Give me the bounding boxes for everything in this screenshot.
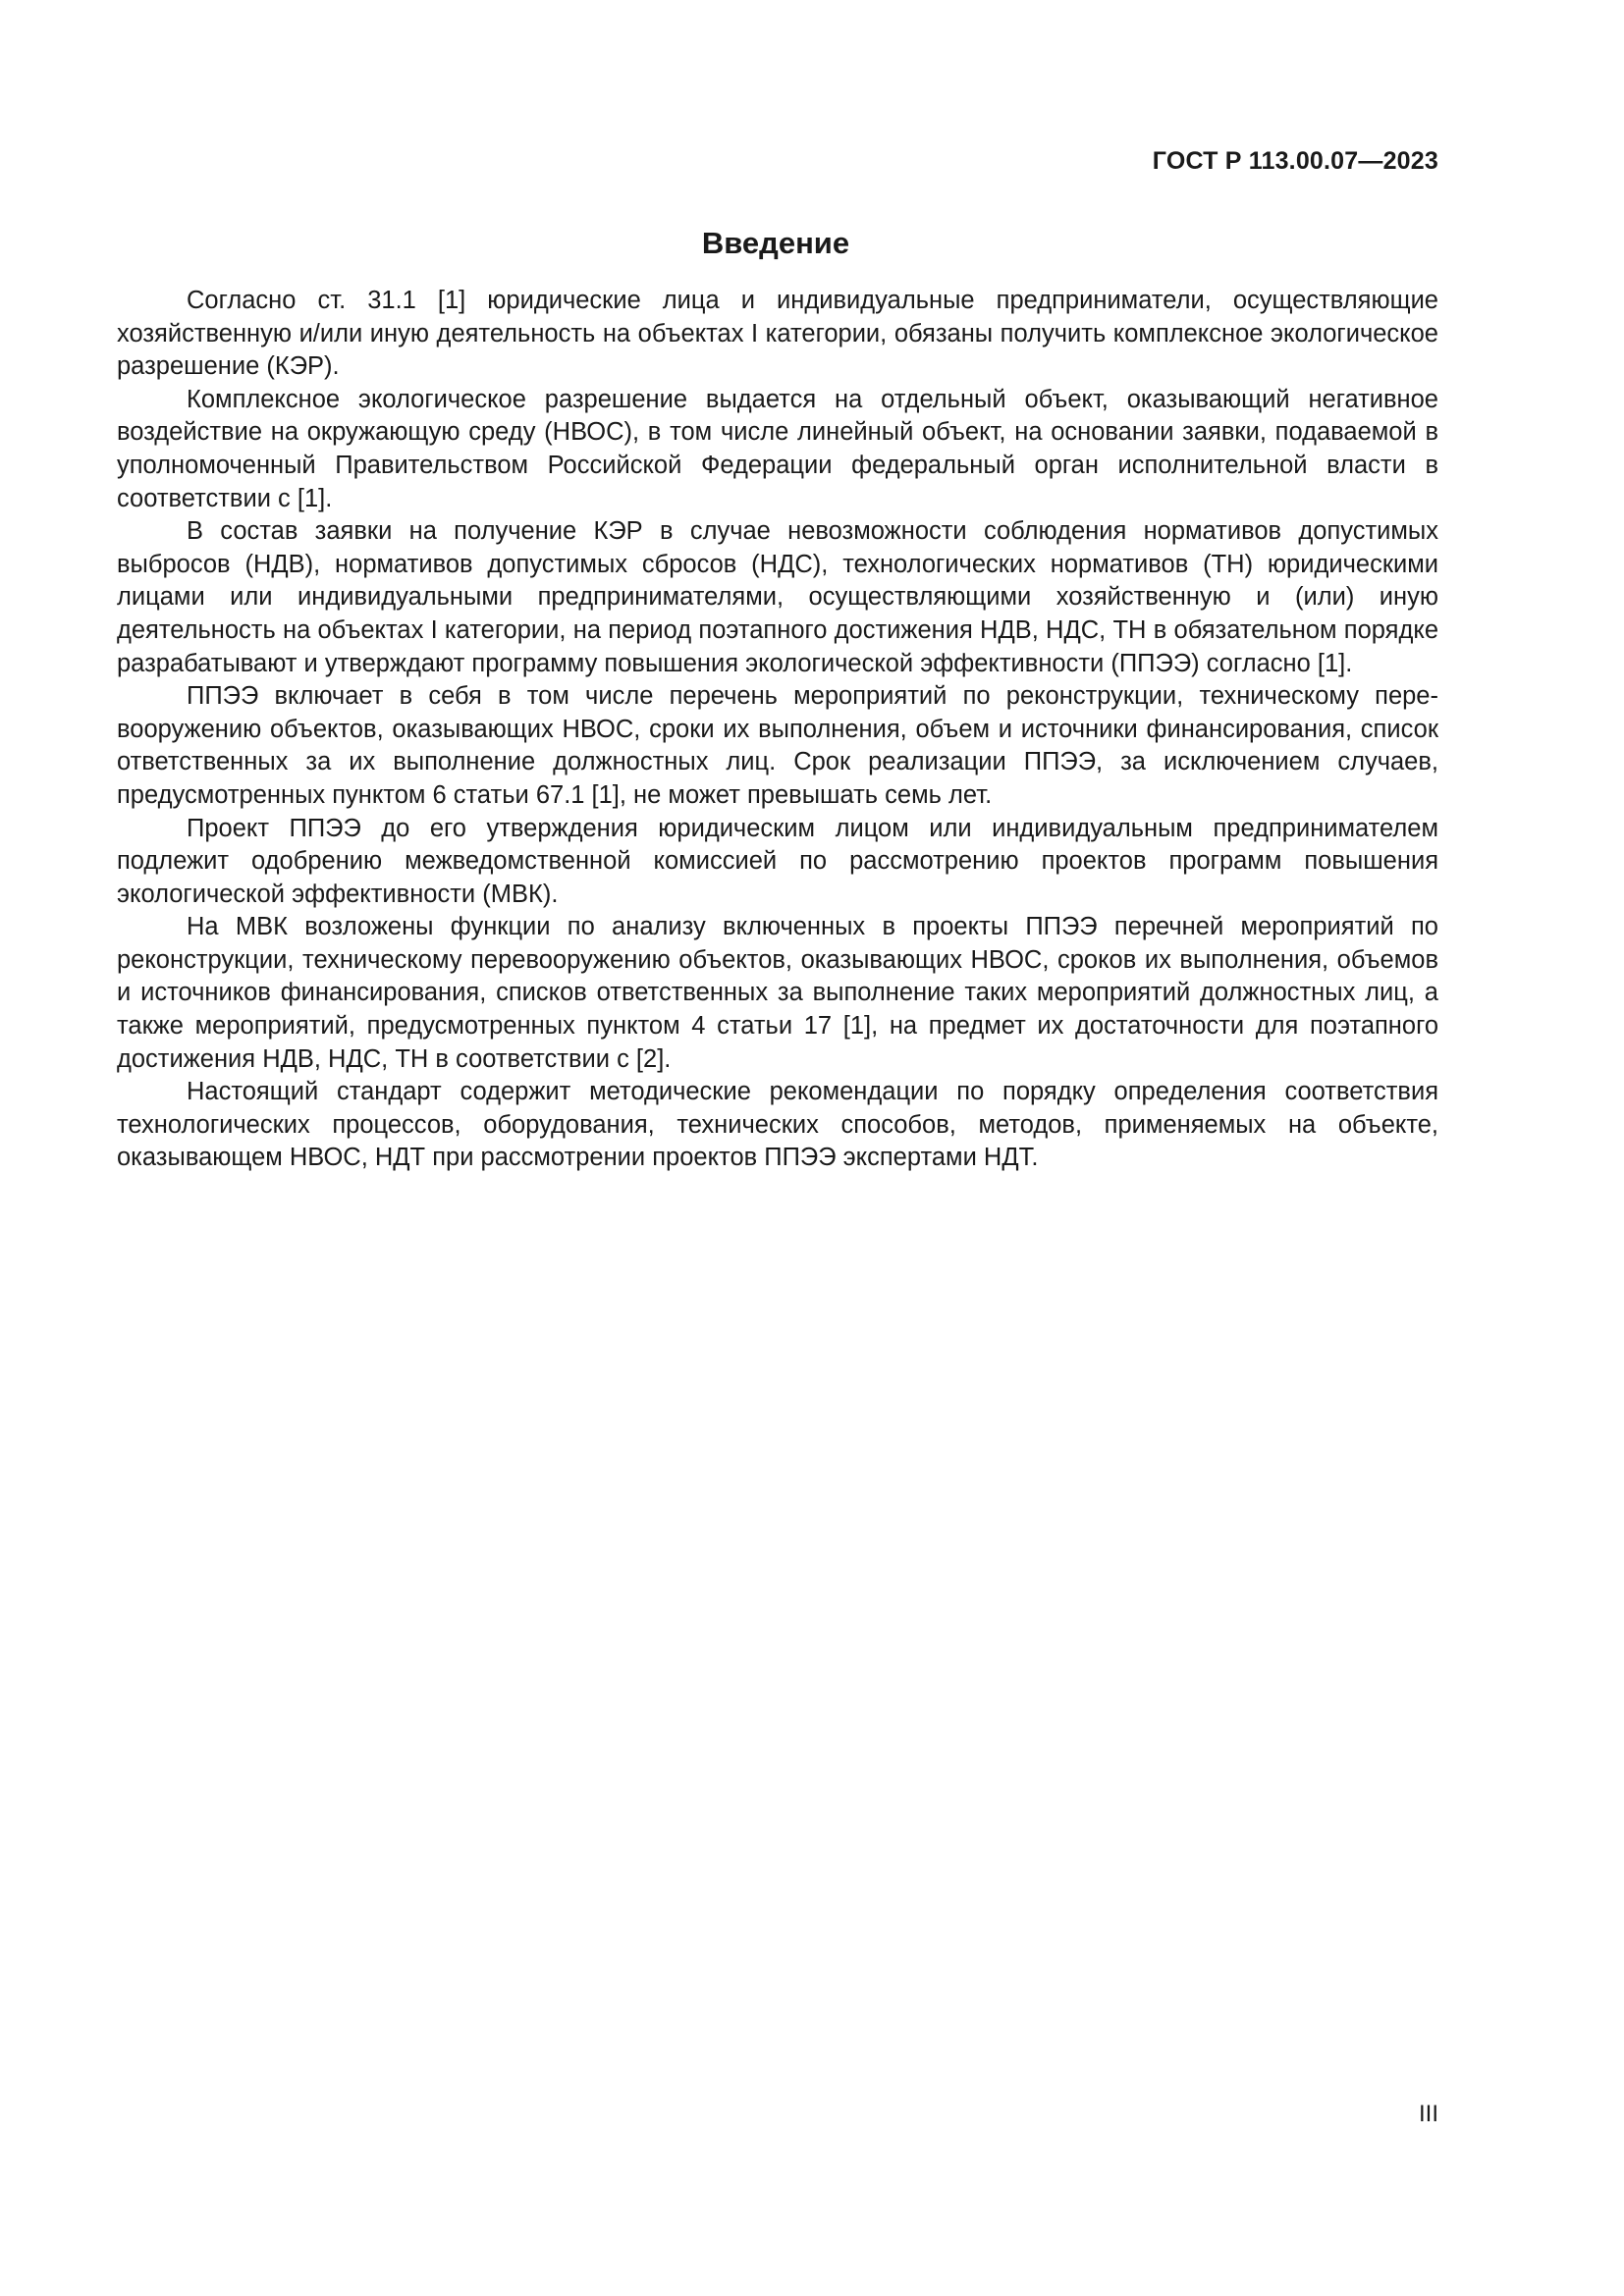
paragraph: На МВК возложены функции по анализу включенных в проекты ППЭЭ перечней мероприятий по реконструкции, техническому перевооружению объектов, оказывающих НВОС, сроков их выполнения, объемов и источников финансирования, списков ответственных за выполнение таких мероприятий должностных лиц, а также мероприятий, предусмотренных пунктом 4 статьи 17 [1], на предмет их достаточности для поэтапного достижения НДВ, НДС, ТН в соответствии с [2]. [117,913,1438,1073]
paragraph: Проект ППЭЭ до его утверждения юридическим лицом или индивидуальным предпринимателем подлежит одобрению межведомственной комиссией по рассмотрению проектов программ повышения экологической эффективности (МВК). [117,814,1438,908]
section-title: Введение [701,226,850,260]
paragraph: ППЭЭ включает в себя в том числе перечень мероприятий по реконструкции, техническому перевооружению объектов, оказывающих НВОС, сроки их выполнения, объем и источники финансирования, список ответственных за их выполнение должностных лиц. Срок реализации ППЭЭ, за исключением случаев, предусмотренных пунктом 6 статьи 67.1 [1], не может превышать семь лет. [117,682,1438,809]
page-number: III [1418,2101,1438,2127]
section-body [117,285,1438,1175]
paragraph: Настоящий стандарт содержит методические рекомендации по порядку определения соответствия технологических процессов, оборудования, технических способов, методов, применяемых на объекте, оказывающем НВОС, НДТ при рассмотрении проектов ППЭЭ экспертами НДТ. [117,1078,1438,1172]
paragraph: Комплексное экологическое разрешение выдается на отдельный объект, оказывающий негативное воздействие на окружающую среду (НВОС), в том числе линейный объект, на основании заявки, подаваемой в уполномоченный Правительством Российской Федерации федеральный орган исполнительной власти в соответствии с [1]. [117,385,1438,512]
paragraph: Согласно ст. 31.1 [1] юридические лица и индивидуальные предприниматели, осуществляющие хозяйственную и/или иную деятельность на объектах I категории, обязаны получить комплексное экологическое разрешение (КЭР). [117,287,1438,381]
paragraph: В состав заявки на получение КЭР в случае невозможности соблюдения нормативов допустимых выбросов (НДВ), нормативов допустимых сбросов (НДС), технологических нормативов (ТН) юридическими лицами или индивидуальными предпринимателями, осуществляющими хозяйственную и (или) иную деятельность на объектах I категории, на период поэтапного достижения НДВ, НДС, ТН в обязательном порядке разрабатывают и утверждают программу повышения экологической эффективности (ППЭЭ) согласно [1]. [117,517,1438,677]
document-code: ГОСТ Р 113.00.07—2023 [1152,147,1438,175]
